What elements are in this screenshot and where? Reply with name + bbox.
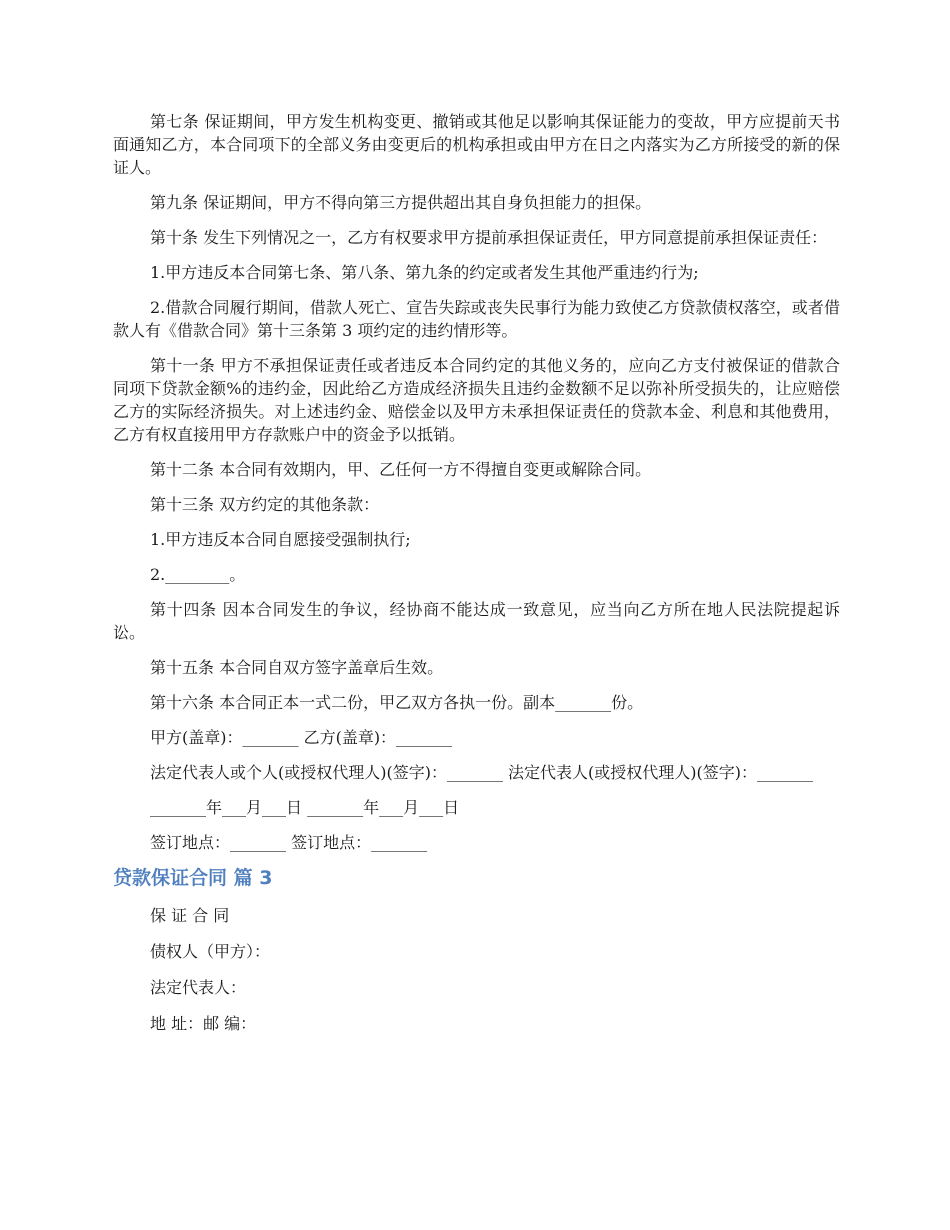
clause-13-item-2: 2.________。 <box>150 565 246 584</box>
date-line: _______年___月___日 _______年___月___日 <box>150 798 460 817</box>
clause-15: 第十五条 本合同自双方签字盖章后生效。 <box>150 658 444 677</box>
clause-11: 第十一条 甲方不承担保证责任或者违反本合同约定的其他义务的，应向乙方支付被保证的借款合同项下贷款金额%的违约金，因此给乙方造成经济损失且违约金数额不足以弥补所受损失的，让应赔偿乙方的实际经济损失。对上述违约金、赔偿金以及甲方未承担保证责任的贷款本金、利息和其他费用，乙方有权直接用甲方存款账户中的资金予以抵销。 <box>113 356 840 444</box>
clause-10: 第十条 发生下列情况之一，乙方有权要求甲方提前承担保证责任，甲方同意提前承担保证责任： <box>150 228 828 247</box>
address-postcode-line: 地 址：邮 编： <box>150 1014 257 1033</box>
seal-line: 甲方(盖章)：_______ 乙方(盖章)：_______ <box>150 728 453 747</box>
clause-7: 第七条 保证期间，甲方发生机构变更、撤销或其他足以影响其保证能力的变故，甲方应提前天书面通知乙方，本合同项下的全部义务由变更后的机构承担或由甲方在日之内落实为乙方所接受的新的保证人。 <box>113 112 840 177</box>
clause-13-item-1: 1.甲方违反本合同自愿接受强制执行; <box>150 530 411 549</box>
document-page <box>113 110 840 1048</box>
creditor-line: 债权人（甲方）： <box>150 942 271 961</box>
signature-line: 法定代表人或个人(或授权代理人)(签字)：_______ 法定代表人(或授权代理人)(签字)：_______ <box>150 763 814 782</box>
clause-9: 第九条 保证期间，甲方不得向第三方提供超出其自身负担能力的担保。 <box>150 193 652 212</box>
section-heading: 贷款保证合同 篇 3 <box>113 867 273 889</box>
contract-title: 保 证 合 同 <box>150 906 230 925</box>
signing-location-line: 签订地点：_______ 签订地点：_______ <box>150 833 428 852</box>
clause-12: 第十二条 本合同有效期内，甲、乙任何一方不得擅自变更或解除合同。 <box>150 460 652 479</box>
clause-16: 第十六条 本合同正本一式二份，甲乙双方各执一份。副本_______份。 <box>150 693 644 712</box>
legal-representative-line: 法定代表人： <box>150 978 247 997</box>
clause-14: 第十四条 因本合同发生的争议，经协商不能达成一致意见，应当向乙方所在地人民法院提起诉讼。 <box>113 600 840 642</box>
clause-13: 第十三条 双方约定的其他条款： <box>150 495 380 514</box>
clause-10-item-1: 1.甲方违反本合同第七条、第八条、第九条的约定或者发生其他严重违约行为; <box>150 263 699 282</box>
clause-10-item-2: 2.借款合同履行期间，借款人死亡、宣告失踪或丧失民事行为能力致使乙方贷款债权落空，或者借款人有《借款合同》第十三条第 3 项约定的违约情形等。 <box>113 298 840 340</box>
